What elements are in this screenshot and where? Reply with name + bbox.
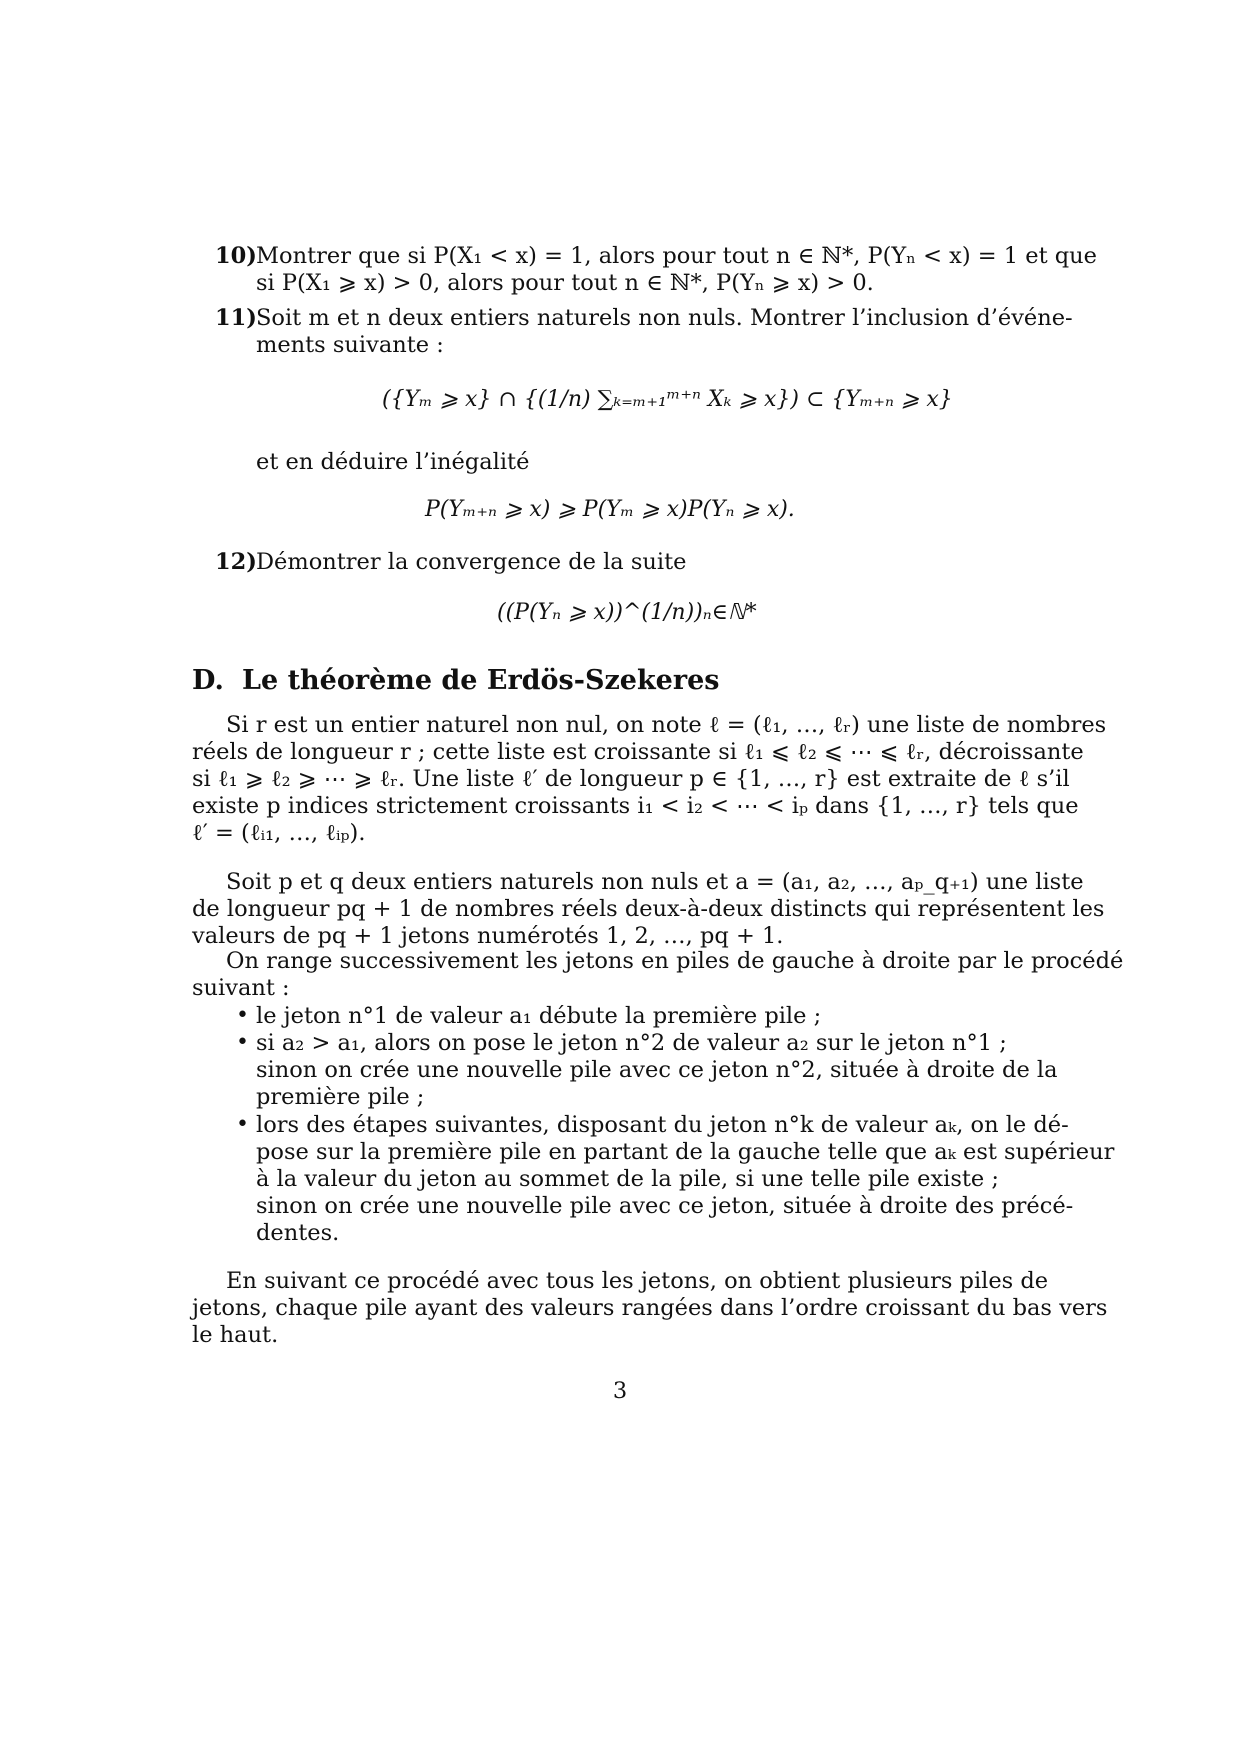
- question-12-line-1: Démontrer la convergence de la suite: [256, 549, 687, 575]
- inequality-equation: P(Yₘ₊ₙ ⩾ x) ⩾ P(Yₘ ⩾ x)P(Yₙ ⩾ x).: [425, 497, 795, 522]
- question-11-line-2: ments suivante :: [256, 332, 444, 358]
- bullet-icon: •: [236, 1112, 249, 1137]
- paragraph-3-line-1: On range successivement les jetons en piles de gauche à droite par le procédé: [226, 948, 1124, 974]
- question-number-11: 11): [215, 305, 257, 331]
- page-number: 3: [612, 1378, 628, 1404]
- question-number-12: 12): [215, 549, 257, 575]
- paragraph-1-line-1: Si r est un entier naturel non nul, on note ℓ = (ℓ₁, …, ℓᵣ) une liste de nombres: [226, 712, 1107, 738]
- bullet-icon: •: [236, 1003, 249, 1028]
- question-11-deduce-text: et en déduire l’inégalité: [256, 449, 530, 475]
- bullet-3-line-3: à la valeur du jeton au sommet de la pile, si une telle pile existe ;: [256, 1166, 999, 1192]
- question-10-line-2: si P(X₁ ⩾ x) > 0, alors pour tout n ∈ ℕ*, P(Yₙ ⩾ x) > 0.: [256, 270, 874, 296]
- paragraph-4-line-2: jetons, chaque pile ayant des valeurs rangées dans l’ordre croissant du bas vers: [192, 1295, 1108, 1321]
- bullet-3-line-4: sinon on crée une nouvelle pile avec ce jeton, située à droite des précé-: [256, 1193, 1074, 1219]
- paragraph-3-line-2: suivant :: [192, 975, 290, 1001]
- sequence-equation: ((P(Yₙ ⩾ x))^(1/n))ₙ∈ℕ*: [497, 600, 757, 625]
- question-11-line-1: Soit m et n deux entiers naturels non nuls. Montrer l’inclusion d’événe-: [256, 305, 1073, 331]
- paragraph-2-line-3: valeurs de pq + 1 jetons numérotés 1, 2, …, pq + 1.: [192, 923, 784, 949]
- paragraph-1-line-4: existe p indices strictement croissants i₁ < i₂ < ⋯ < iₚ dans {1, …, r} tels que: [192, 793, 1079, 819]
- bullet-2-line-1: si a₂ > a₁, alors on pose le jeton n°2 de valeur a₂ sur le jeton n°1 ;: [256, 1030, 1007, 1056]
- bullet-3-line-1: lors des étapes suivantes, disposant du jeton n°k de valeur aₖ, on le dé-: [256, 1112, 1069, 1138]
- paragraph-1-line-3: si ℓ₁ ⩾ ℓ₂ ⩾ ⋯ ⩾ ℓᵣ. Une liste ℓ′ de longueur p ∈ {1, …, r} est extraite de ℓ s’il: [192, 766, 1070, 792]
- question-number-10: 10): [215, 243, 257, 269]
- section-title: Le théorème de Erdös-Szekeres: [242, 665, 720, 696]
- paragraph-1-line-2: réels de longueur r ; cette liste est croissante si ℓ₁ ⩽ ℓ₂ ⩽ ⋯ ⩽ ℓᵣ, décroissante: [192, 739, 1084, 765]
- bullet-3-line-5: dentes.: [256, 1220, 340, 1246]
- bullet-2-line-3: première pile ;: [256, 1084, 425, 1110]
- paragraph-4-line-1: En suivant ce procédé avec tous les jetons, on obtient plusieurs piles de: [226, 1268, 1049, 1294]
- paragraph-4-line-3: le haut.: [192, 1322, 279, 1348]
- question-10-line-1: Montrer que si P(X₁ < x) = 1, alors pour tout n ∈ ℕ*, P(Yₙ < x) = 1 et que: [256, 243, 1097, 269]
- paragraph-2-line-2: de longueur pq + 1 de nombres réels deux-à-deux distincts qui représentent les: [192, 896, 1105, 922]
- bullet-2-line-2: sinon on crée une nouvelle pile avec ce jeton n°2, située à droite de la: [256, 1057, 1058, 1083]
- bullet-1-line-1: le jeton n°1 de valeur a₁ débute la première pile ;: [256, 1003, 822, 1029]
- paragraph-1-line-5: ℓ′ = (ℓᵢ₁, …, ℓᵢₚ).: [192, 820, 366, 846]
- section-label: D.: [192, 665, 224, 696]
- inclusion-equation: ({Yₘ ⩾ x} ∩ {(1/n) ∑ₖ₌ₘ₊₁ᵐ⁺ⁿ Xₖ ⩾ x}) ⊂ {Yₘ₊ₙ ⩾ x}: [382, 387, 953, 412]
- paragraph-2-line-1: Soit p et q deux entiers naturels non nuls et a = (a₁, a₂, …, aₚ_q₊₁) une liste: [226, 869, 1084, 895]
- bullet-3-line-2: pose sur la première pile en partant de la gauche telle que aₖ est supérieur: [256, 1139, 1115, 1165]
- bullet-icon: •: [236, 1030, 249, 1055]
